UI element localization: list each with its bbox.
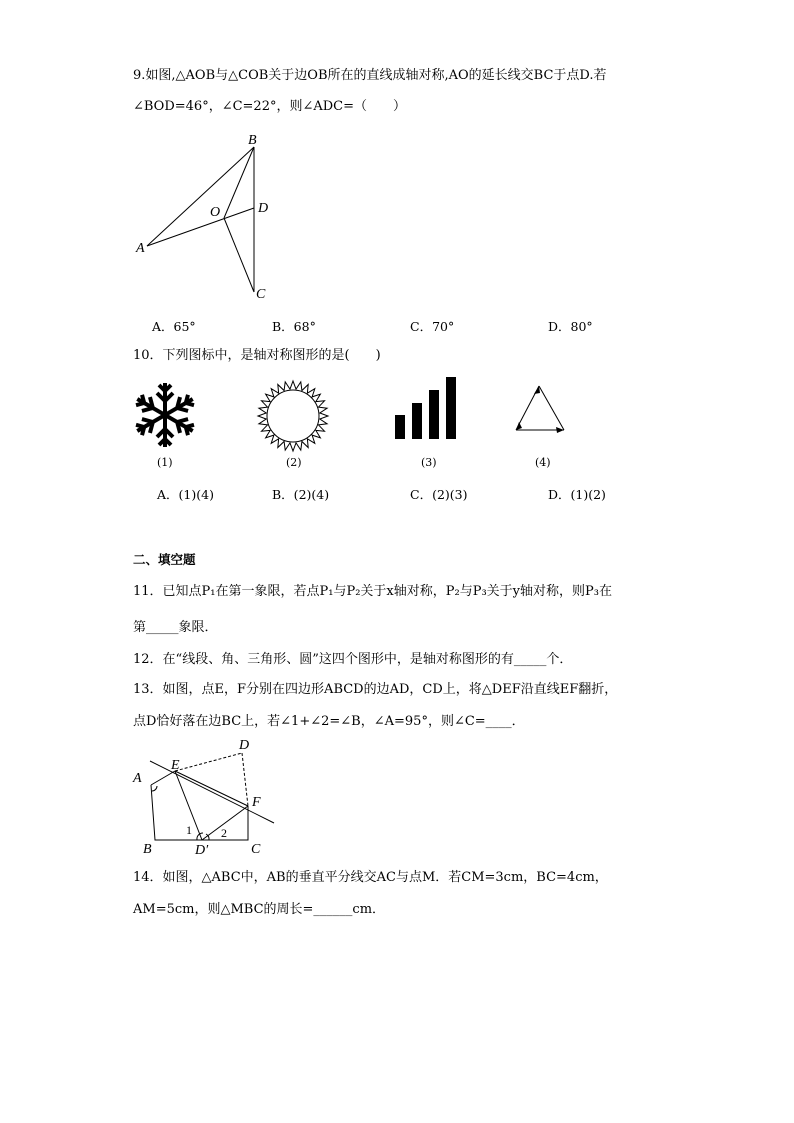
q13-text-line2: 点D恰好落在边BC上，若∠1+∠2=∠B，∠A=95°，则∠C=____． <box>133 714 525 729</box>
snowflake-icon <box>130 380 200 450</box>
section-title: 二、填空题 <box>133 552 196 567</box>
q10-option-a: A．(1)(4) <box>157 487 214 502</box>
q9-text-line1: 9.如图,△AOB与△COB关于边OB所在的直线成轴对称,AO的延长线交BC于点D.若 <box>133 68 607 83</box>
q10-caption-1: (1) <box>157 456 173 469</box>
q9-segment-OB <box>224 147 254 218</box>
q9-figure <box>130 130 290 305</box>
q13-figure <box>130 737 290 857</box>
sun-icon <box>253 376 333 456</box>
q9-option-d: D．80° <box>548 319 593 334</box>
q9-option-b: B．68° <box>272 319 316 334</box>
q9-segment-AB <box>147 147 254 246</box>
signal-bars-icon <box>392 375 462 441</box>
q9-option-a: A．65° <box>152 319 196 334</box>
q9-text-line2: ∠BOD=46°，∠C=22°，则∠ADC=（ ） <box>133 99 407 114</box>
q10-option-c: C．(2)(3) <box>410 487 468 502</box>
q9-segment-AD <box>147 208 254 246</box>
q10-option-b: B．(2)(4) <box>272 487 330 502</box>
q9-label-C: C <box>256 287 266 302</box>
q13-text-line1: 13．如图，点E，F分别在四边形ABCD的边AD，CD上，将△DEF沿直线EF翻折， <box>133 682 618 697</box>
q13-label-angle-1: 1 <box>186 823 192 837</box>
q9-label-O: O <box>210 205 221 220</box>
q13-label-D: D <box>239 738 250 753</box>
q10-text-line1: 10．下列图标中，是轴对称图形的是( ) <box>133 348 381 363</box>
q10-caption-2: (2) <box>286 456 302 469</box>
q11-text-line1: 11．已知点P₁在第一象限，若点P₁与P₂关于x轴对称，P₂与P₃关于y轴对称，则P₃在 <box>133 584 612 599</box>
q13-label-Dprime: D′ <box>195 843 209 857</box>
q13-label-B: B <box>143 842 152 857</box>
q10-option-d: D．(1)(2) <box>548 487 606 502</box>
q13-label-E: E <box>171 758 180 773</box>
q13-quadrilateral <box>151 785 248 840</box>
q14-text-line2: AM=5cm，则△MBC的周长=______cm． <box>133 902 386 917</box>
q13-label-angle-2: 2 <box>221 826 227 840</box>
q9-label-B: B <box>248 133 257 148</box>
q13-label-F: F <box>252 795 261 810</box>
q10-caption-3: (3) <box>421 456 437 469</box>
q9-label-A: A <box>136 241 145 256</box>
q14-text-line1: 14．如图，△ABC中，AB的垂直平分线交AC与点M．若CM=3cm，BC=4cm， <box>133 870 608 885</box>
q9-option-c: C．70° <box>410 319 455 334</box>
triangle-arrows-icon <box>510 380 570 440</box>
q9-segment-OC <box>224 218 254 292</box>
q13-label-A: A <box>133 771 142 786</box>
q13-label-C: C <box>251 842 261 857</box>
q11-text-line2: 第_____象限． <box>133 620 218 635</box>
q10-caption-4: (4) <box>535 456 551 469</box>
q13-fold-line <box>150 761 274 823</box>
q9-label-D: D <box>258 201 269 216</box>
q12-text-line1: 12．在“线段、角、三角形、圆”这四个图形中，是轴对称图形的有_____个． <box>133 652 573 667</box>
